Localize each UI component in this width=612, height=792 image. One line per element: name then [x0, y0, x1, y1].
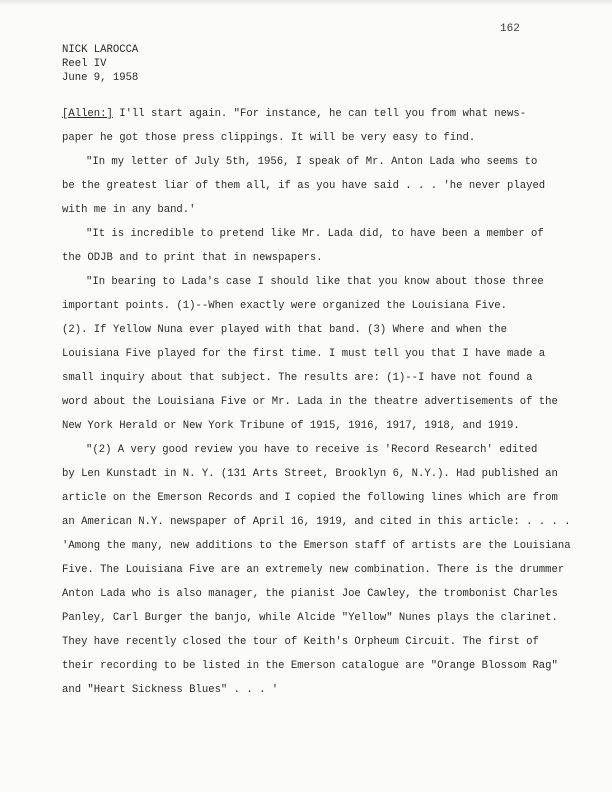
transcript-line: Anton Lada who is also manager, the pianist Joe Cawley, the trombonist Charles [62, 588, 558, 600]
transcript-line: by Len Kunstadt in N. Y. (131 Arts Street, Brooklyn 6, N.Y.). Had published an [62, 468, 558, 480]
transcript-line: their recording to be listed in the Emerson catalogue are "Orange Blossom Rag" [62, 660, 558, 672]
transcript-line: "In bearing to Lada's case I should like that you know about those three [86, 276, 544, 288]
transcript-line: New York Herald or New York Tribune of 1915, 1916, 1917, 1918, and 1919. [62, 420, 520, 432]
scan-edge-shadow [0, 0, 612, 6]
transcript-line-text: I'll start again. "For instance, he can tell you from what news- [119, 108, 527, 120]
transcript-line: with me in any band.' [62, 204, 196, 216]
speaker-label: [Allen:] [62, 108, 113, 120]
transcript-line: (2). If Yellow Nuna ever played with that band. (3) Where and when the [62, 324, 508, 336]
transcript-line: be the greatest liar of them all, if as you have said . . . 'he never played [62, 180, 546, 192]
transcript-line: word about the Louisiana Five or Mr. Lada in the theatre advertisements of the [62, 396, 558, 408]
transcript-line: "In my letter of July 5th, 1956, I speak of Mr. Anton Lada who seems to [86, 156, 538, 168]
transcript-header [62, 43, 138, 85]
transcript-line: paper he got those press clippings. It will be very easy to find. [62, 132, 476, 144]
interview-date: June 9, 1958 [62, 72, 139, 84]
transcript-line: 'Among the many, new additions to the Emerson staff of artists are the Louisiana [62, 540, 571, 552]
transcript-line: the ODJB and to print that in newspapers. [62, 252, 323, 264]
transcript-line: small inquiry about that subject. The results are: (1)--I have not found a [62, 372, 533, 384]
transcript-line [62, 107, 562, 131]
transcript-line: "(2) A very good review you have to receive is 'Record Research' edited [86, 444, 538, 456]
transcript-body [62, 107, 571, 707]
page-number: 162 [500, 23, 520, 35]
transcript-line: Panley, Carl Burger the banjo, while Alcide "Yellow" Nunes plays the clarinet. [62, 612, 558, 624]
transcript-line: They have recently closed the tour of Keith's Orpheum Circuit. The first of [62, 636, 539, 648]
transcript-line: an American N.Y. newspaper of April 16, 1919, and cited in this article: . . . . [62, 516, 571, 528]
reel-label: Reel IV [62, 58, 107, 70]
transcript-line: important points. (1)--When exactly were organized the Louisiana Five. [62, 300, 508, 312]
transcript-line: Five. The Louisiana Five are an extremely new combination. There is the drummer [62, 564, 565, 576]
transcript-line: article on the Emerson Records and I copied the following lines which are from [62, 492, 558, 504]
transcript-line: and "Heart Sickness Blues" . . . ' [62, 684, 279, 696]
interviewee-name: NICK LAROCCA [62, 44, 139, 56]
transcript-line: "It is incredible to pretend like Mr. Lada did, to have been a member of [86, 228, 544, 240]
transcript-line: Louisiana Five played for the first time. I must tell you that I have made a [62, 348, 546, 360]
